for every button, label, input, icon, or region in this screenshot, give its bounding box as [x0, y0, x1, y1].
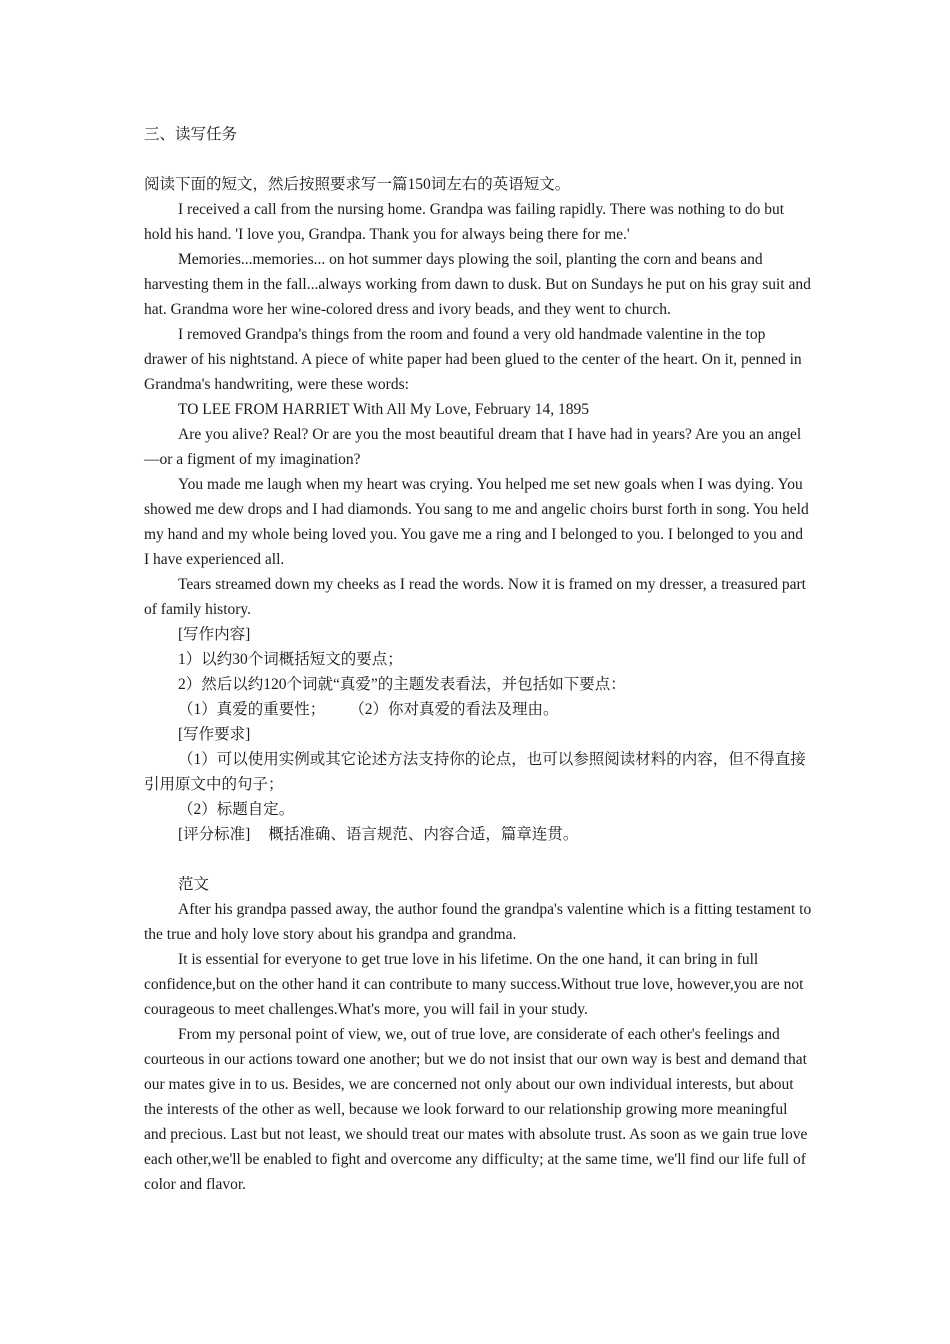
passage-paragraph: Memories...memories... on hot summer days plowing the soil, planting the corn and beans and harvesting them in the fall...always working from dawn to dusk. But on Sundays he put on his gray suit and hat. Grandma wore her wine-colored dress and ivory beads, and they went to church.	[144, 251, 811, 318]
passage-paragraph: You made me laugh when my heart was crying. You helped me set new goals when I was dying. You showed me dew drops and I had diamonds. You sang to me and angelic choirs burst forth in song. You held my hand and my whole being loved you. You gave me a ring and I belonged to you. I belonged to you and I have experienced all.	[144, 476, 809, 568]
scoring-criteria	[144, 822, 812, 847]
document-page	[144, 122, 812, 1197]
section-heading: 三、读写任务	[144, 126, 238, 143]
essay-paragraph: From my personal point of view, we, out of true love, are considerate of each other's feelings and courteous in our actions toward one another; but we do not insist that our own way is best and demand that our mates give in to us. Besides, we are concerned not only about our own individual interests, but about the interests of the other as well, because we look forward to our relationship growing more meaningful and precious. Last but not least, we should treat our mates with absolute trust. As soon as we gain true love each other,we'll be enabled to fight and overcome any difficulty; at the same time, we'll find our life full of color and flavor.	[144, 1026, 808, 1193]
passage-paragraph: Are you alive? Real? Or are you the most beautiful dream that I have had in years? Are you an angel—or a figment of my imagination?	[144, 426, 802, 468]
sub-points	[144, 697, 812, 722]
essay-paragraph: After his grandpa passed away, the author found the grandpa's valentine which is a fitting testament to the true and holy love story about his grandpa and grandma.	[144, 901, 812, 943]
passage-paragraph: I removed Grandpa's things from the room and found a very old handmade valentine in the top drawer of his nightstand. A piece of white paper had been glued to the center of the heart. On it, penned in Grandma's handwriting, were these words:	[144, 326, 802, 393]
requirements-label: [写作要求]	[178, 726, 251, 743]
essay-paragraph: It is essential for everyone to get true love in his lifetime. On the one hand, it can bring in full confidence,but on the other hand it can contribute to many success.Without true love, however,you are not courageous to meet challenges.What's more, you will fail in your study.	[144, 951, 804, 1018]
requirement-item: （2）标题自定。	[178, 801, 295, 818]
content-label: [写作内容]	[178, 626, 251, 643]
sub-point: （1）真爱的重要性；	[178, 701, 326, 718]
content-item: 1）以约30个词概括短文的要点；	[178, 651, 403, 668]
instruction-text: 阅读下面的短文，然后按照要求写一篇150词左右的英语短文。	[144, 176, 571, 193]
model-essay-label: 范文	[178, 876, 210, 893]
valentine-inscription: TO LEE FROM HARRIET With All My Love, February 14, 1895	[178, 401, 589, 418]
scoring-label: [评分标准]	[178, 826, 251, 843]
scoring-text: 概括准确、语言规范、内容合适，篇章连贯。	[268, 826, 579, 843]
content-item: 2）然后以约120个词就“真爱”的主题发表看法，并包括如下要点：	[178, 676, 626, 693]
passage-paragraph: I received a call from the nursing home. Grandpa was failing rapidly. There was nothing to do but hold his hand. 'I love you, Grandpa. Thank you for always being there for me.'	[144, 201, 785, 243]
requirement-item: （1）可以使用实例或其它论述方法支持你的论点，也可以参照阅读材料的内容，但不得直接引用原文中的句子；	[144, 751, 806, 793]
passage-paragraph: Tears streamed down my cheeks as I read the words. Now it is framed on my dresser, a treasured part of family history.	[144, 576, 806, 618]
sub-point: （2）你对真爱的看法及理由。	[349, 701, 559, 718]
